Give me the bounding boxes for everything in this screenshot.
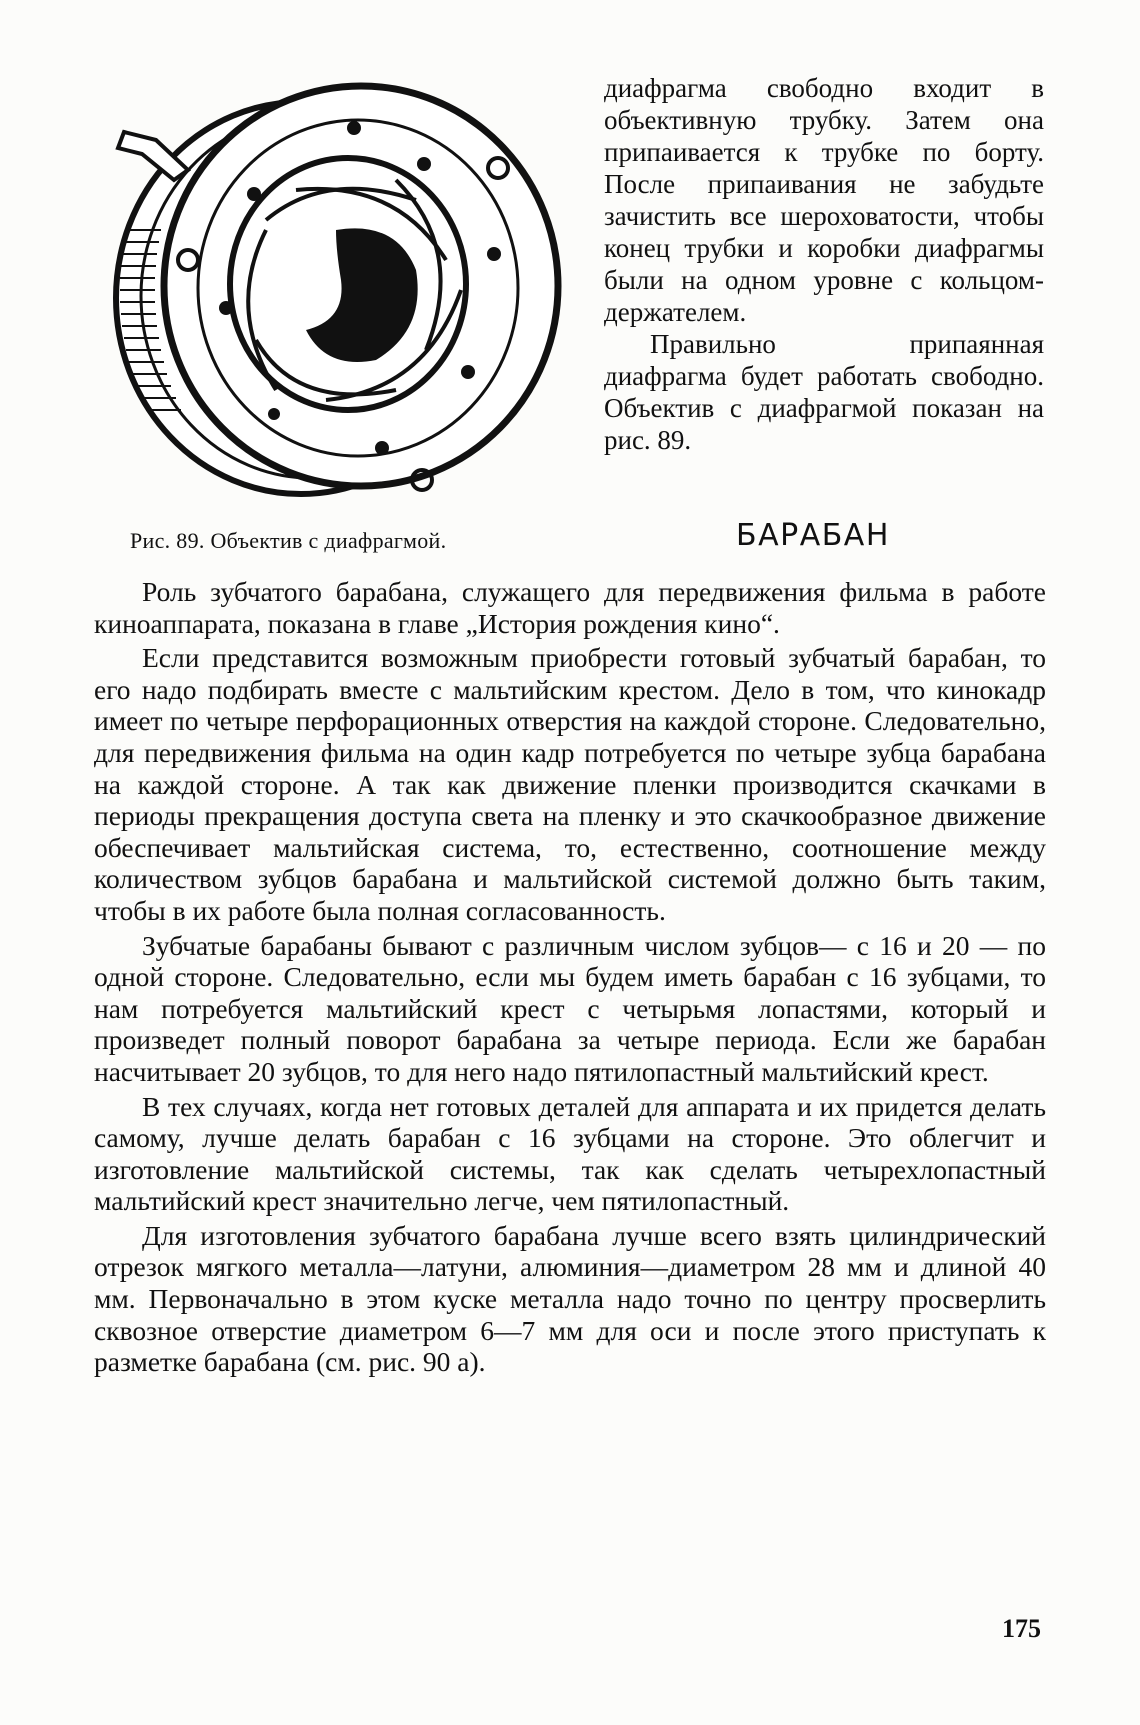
body-text [94, 576, 1046, 1381]
paragraph: Для изготовления зубчатого барабана лучше всего взять цилиндрический отрезок мягкого металла—латуни, алюминия—диаметром 28 мм и длиной 40 мм. Первоначально в этом куске металла надо точно по центру просверлить сквозное отверстие диаметром 6—7 мм для оси и после этого приступать к разметке барабана (см. рис. 90 а). [94, 1219, 1046, 1378]
figure-caption: Рис. 89. Объектив с диафрагмой. [130, 528, 447, 553]
lens-with-diaphragm-illustration-icon [96, 70, 586, 520]
paragraph: Зубчатые барабаны бывают с различным числом зубцов— с 16 и 20 — по одной стороне. Следовательно, если мы будем иметь барабан с 16 зубцами, то нам потребуется мальтийский крест с четырьмя лопастями, который и произведет полный поворот барабана за четыре периода. Если же барабан насчитывает 20 зубцов, то для него надо пятилопастный мальтийский крест. [94, 929, 1046, 1087]
right-column-text [604, 72, 1044, 456]
paragraph: Роль зубчатого барабана, служащего для передвижения фильма в работе киноаппарата, показана в главе „История рождения кино“. [94, 576, 1046, 639]
page-number: 175 [1002, 1614, 1041, 1643]
paragraph: диафрагма свободно входит в объективную трубку. Затем она припаивается к трубке по борту. После припаивания не забудьте зачистить все шероховатости, чтобы конец трубки и коробки диафрагмы были на одном уровне с кольцом-держателем. [604, 73, 1044, 327]
section-heading: БАРАБАН [736, 518, 890, 553]
paragraph: В тех случаях, когда нет готовых деталей для аппарата и их придется делать самому, лучше делать барабан с 16 зубцами на стороне. Это облегчит и изготовление мальтийской системы, так как сделать четырехлопастный мальтийский крест значительно легче, чем пятилопастный. [94, 1090, 1046, 1217]
lens-diaphragm-figure [96, 70, 586, 520]
paragraph: Правильно припаянная диафрагма будет работать свободно. Объектив с диафрагмой показан на рис. 89. [604, 329, 1044, 455]
paragraph: Если представится возможным приобрести готовый зубчатый барабан, то его надо подбирать вместе с мальтийским крестом. Дело в том, что кинокадр имеет по четыре перфорационных отверстия на каждой стороне. Следовательно, для передвижения фильма на один кадр потребуется по четыре зубца барабана на каждой стороне. А так как движение пленки производится скачками в периоды прекращения доступа света на пленку и это скачкообразное движение обеспечивает мальтийская система, то, естественно, соотношение между количеством зубцов барабана и мальтийской системой должно быть таким, чтобы в их работе была полная согласованность. [94, 642, 1046, 926]
